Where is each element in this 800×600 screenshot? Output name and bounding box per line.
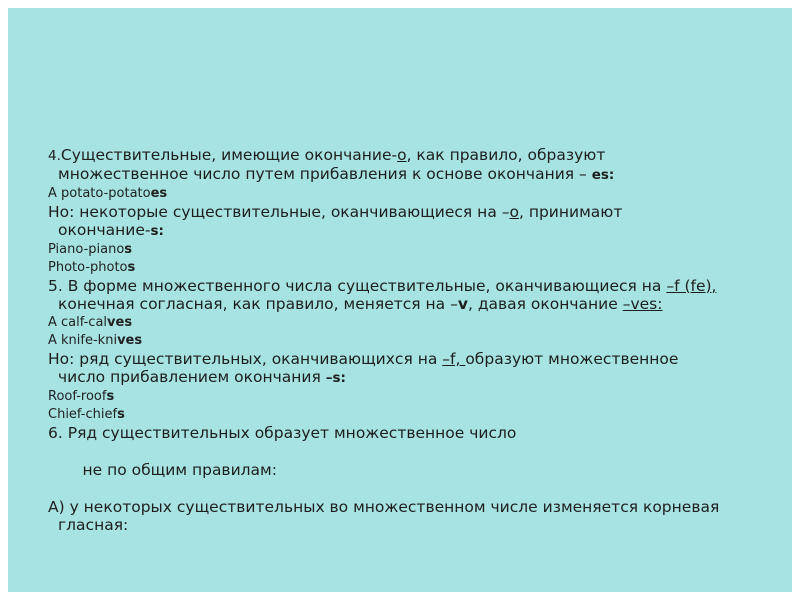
- rule-6-line-2: не по общим правилам:: [77, 460, 277, 479]
- exception-f-line-1: Но: ряд существительных, оканчивающихся на –f, образуют множественное: [48, 349, 679, 368]
- exception-o-line-2: окончание-s:: [58, 221, 164, 239]
- rule-4-line-2: множественное число путем прибавления к основе окончания – es:: [58, 165, 615, 183]
- example-roof: Roof-roofs: [48, 388, 115, 404]
- example-photo: Photo-photos: [48, 259, 136, 275]
- rule-5-line-1: 5. В форме множественного числа существительные, оканчивающиеся на –f (fe),: [48, 276, 717, 295]
- example-chief: Chief-chiefs: [48, 406, 125, 422]
- example-potato: A potato-potatoes: [48, 185, 168, 201]
- example-knife: A knife-knives: [48, 332, 143, 348]
- slide-text: [48, 146, 788, 535]
- slide: [8, 8, 792, 592]
- rule-6a-line-2: гласная:: [58, 516, 129, 534]
- rule-4-line-1: 4.Существительные, имеющие окончание-о, как правило, образуют: [48, 146, 606, 164]
- rule-6-line-1: 6. Ряд существительных образует множественное число: [48, 423, 517, 442]
- rule-5-line-2: конечная согласная, как правило, меняется на –v, давая окончание –ves:: [58, 295, 663, 313]
- rule-6a-line-1: А) у некоторых существительных во множественном числе изменяется корневая: [48, 497, 720, 516]
- example-calf: A calf-calves: [48, 314, 133, 330]
- exception-f-line-2: число прибавлением окончания –s:: [58, 368, 346, 386]
- example-piano: Piano-pianos: [48, 241, 133, 257]
- exception-o-line-1: Но: некоторые существительные, оканчивающиеся на –о, принимают: [48, 202, 623, 221]
